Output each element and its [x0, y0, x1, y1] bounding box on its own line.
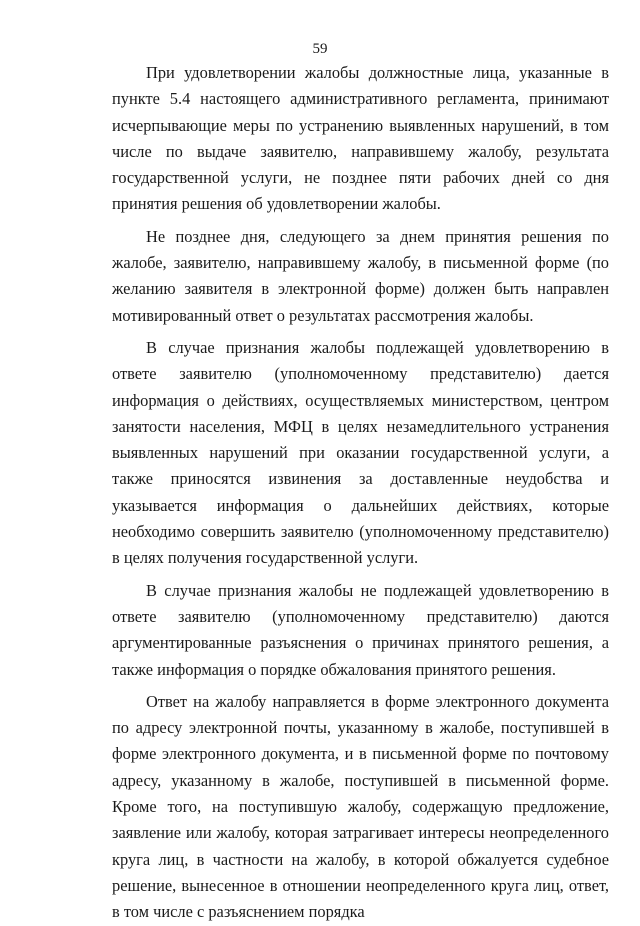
paragraph-response-delivery: Ответ на жалобу направляется в форме электронного документа по адресу электронной почты, указанному в жалобе, поступившей в форме электронного документа, и в письменной форме по почтовому адресу, указанному в жалобе, поступившей в письменной форме. Кроме того, на поступившую жалобу, содержащую предложение, заявление или жалобу, которая затрагивает интересы неопределенного круга лиц, в частности на жалобу, в которой обжалуется судебное решение, вынесенное в отношении неопределенного круга лиц, ответ, в том числе с разъяснением порядка — [112, 691, 609, 922]
paragraph-complaint-rejected: В случае признания жалобы не подлежащей удовлетворению в ответе заявителю (уполномоченному представителю) даются аргументированные разъяснения о причинах принятого решения, а также информация о порядке обжалования принятого решения. — [112, 580, 609, 679]
paragraph-response-deadline: Не позднее дня, следующего за днем принятия решения по жалобе, заявителю, направившему жалобу, в письменной форме (по желанию заявителя в электронной форме) должен быть направлен мотивированный ответ о результатах рассмотрения жалобы. — [112, 226, 609, 325]
paragraph-satisfaction-measures: При удовлетворении жалобы должностные лица, указанные в пункте 5.4 настоящего административного регламента, принимают исчерпывающие меры по устранению выявленных нарушений, в том числе по выдаче заявителю, направившему жалобу, результата государственной услуги, не позднее пяти рабочих дней со дня принятия решения об удовлетворении жалобы. — [112, 63, 609, 214]
body-text — [112, 60, 609, 926]
page-number: 59 — [312, 41, 328, 57]
paragraph-complaint-upheld: В случае признания жалобы подлежащей удовлетворению в ответе заявителю (уполномоченному представителю) дается информация о действиях, осуществляемых министерством, центром занятости населения, МФЦ в целях незамедлительного устранения выявленных нарушений при оказании государственной услуги, а также приносятся извинения за доставленные неудобства и указывается информация о дальнейших действиях, которые необходимо совершить заявителю (уполномоченному представителю) в целях получения государственной услуги. — [112, 337, 609, 568]
